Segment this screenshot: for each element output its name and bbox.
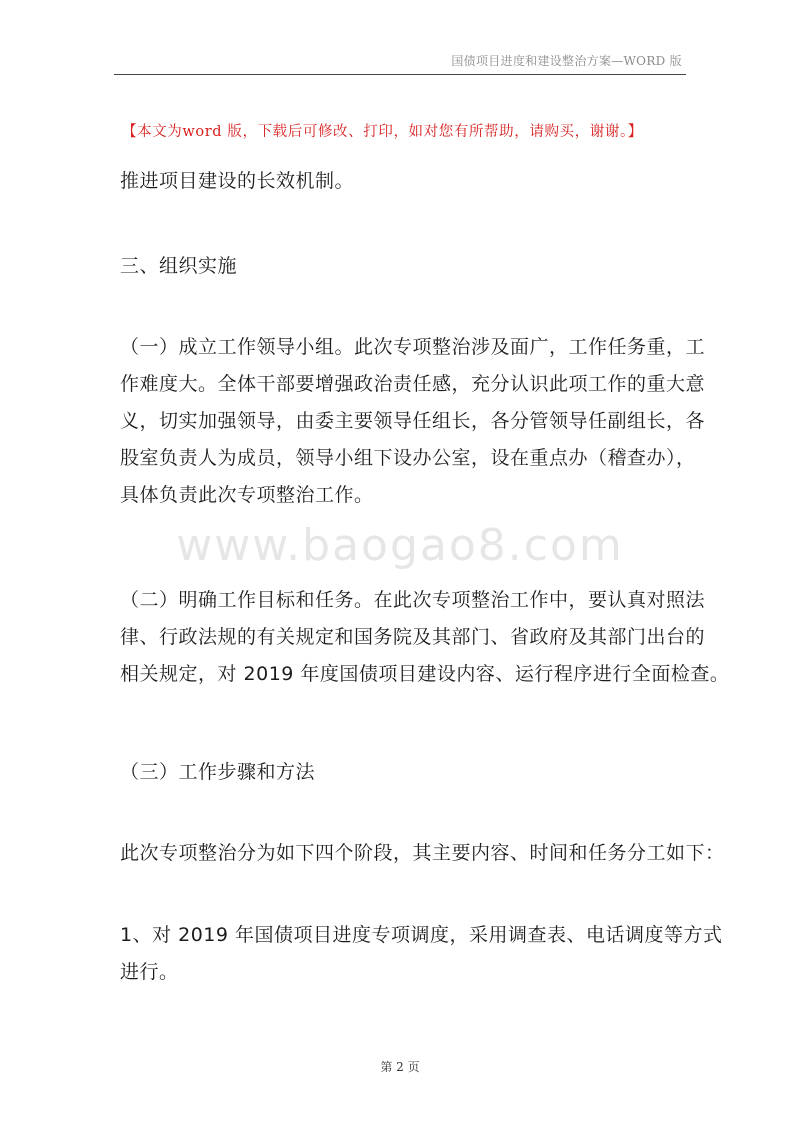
paragraph-intro bbox=[120, 163, 690, 200]
paragraph-leading-group bbox=[120, 329, 706, 514]
paragraph-line: 律、行政法规的有关规定和国务院及其部门、省政府及其部门出台的 bbox=[120, 626, 706, 648]
paragraph-line: 推进项目建设的长效机制。 bbox=[120, 170, 355, 192]
paragraph-line: （三）工作步骤和方法 bbox=[120, 761, 316, 783]
paragraph-goals bbox=[120, 582, 730, 693]
paragraph-line: 作难度大。全体干部要增强政治责任感，充分认识此项工作的重大意 bbox=[120, 373, 706, 395]
page-number: 第 2 页 bbox=[380, 1060, 420, 1074]
paragraph-line: 三、组织实施 bbox=[120, 255, 238, 277]
paragraph-line: 股室负责人为成员，领导小组下设办公室，设在重点办（稽查办）， bbox=[120, 447, 696, 469]
paragraph-line: 此次专项整治分为如下四个阶段，其主要内容、时间和任务分工如下： bbox=[120, 842, 725, 864]
paragraph-line: （一）成立工作领导小组。此次专项整治涉及面广，工作任务重，工 bbox=[120, 336, 706, 358]
section-heading bbox=[120, 248, 690, 285]
paragraph-line: 相关规定，对 2019 年度国债项目建设内容、运行程序进行全面检查。 bbox=[120, 663, 730, 685]
watermark: www.baogao8.com bbox=[176, 520, 624, 571]
paragraph-line: （二）明确工作目标和任务。在此次专项整治工作中，要认真对照法 bbox=[120, 589, 706, 611]
paragraph-line: 1、对 2019 年国债项目进度专项调度，采用调查表、电话调度等方式 bbox=[120, 924, 723, 946]
running-header: 国债项目进度和建设整治方案—WORD 版 bbox=[451, 54, 682, 68]
paragraph-line: 具体负责此次专项整治工作。 bbox=[120, 484, 374, 506]
paragraph-step-1 bbox=[120, 917, 723, 991]
subsection-heading bbox=[120, 754, 690, 791]
paragraph-stages bbox=[120, 835, 725, 872]
header-divider bbox=[114, 74, 686, 75]
purchase-notice: 【本文为word 版，下载后可修改、打印，如对您有所帮助，请购买，谢谢。】 bbox=[122, 124, 643, 140]
paragraph-line: 进行。 bbox=[120, 961, 179, 983]
paragraph-line: 义，切实加强领导，由委主要领导任组长，各分管领导任副组长，各 bbox=[120, 410, 706, 432]
